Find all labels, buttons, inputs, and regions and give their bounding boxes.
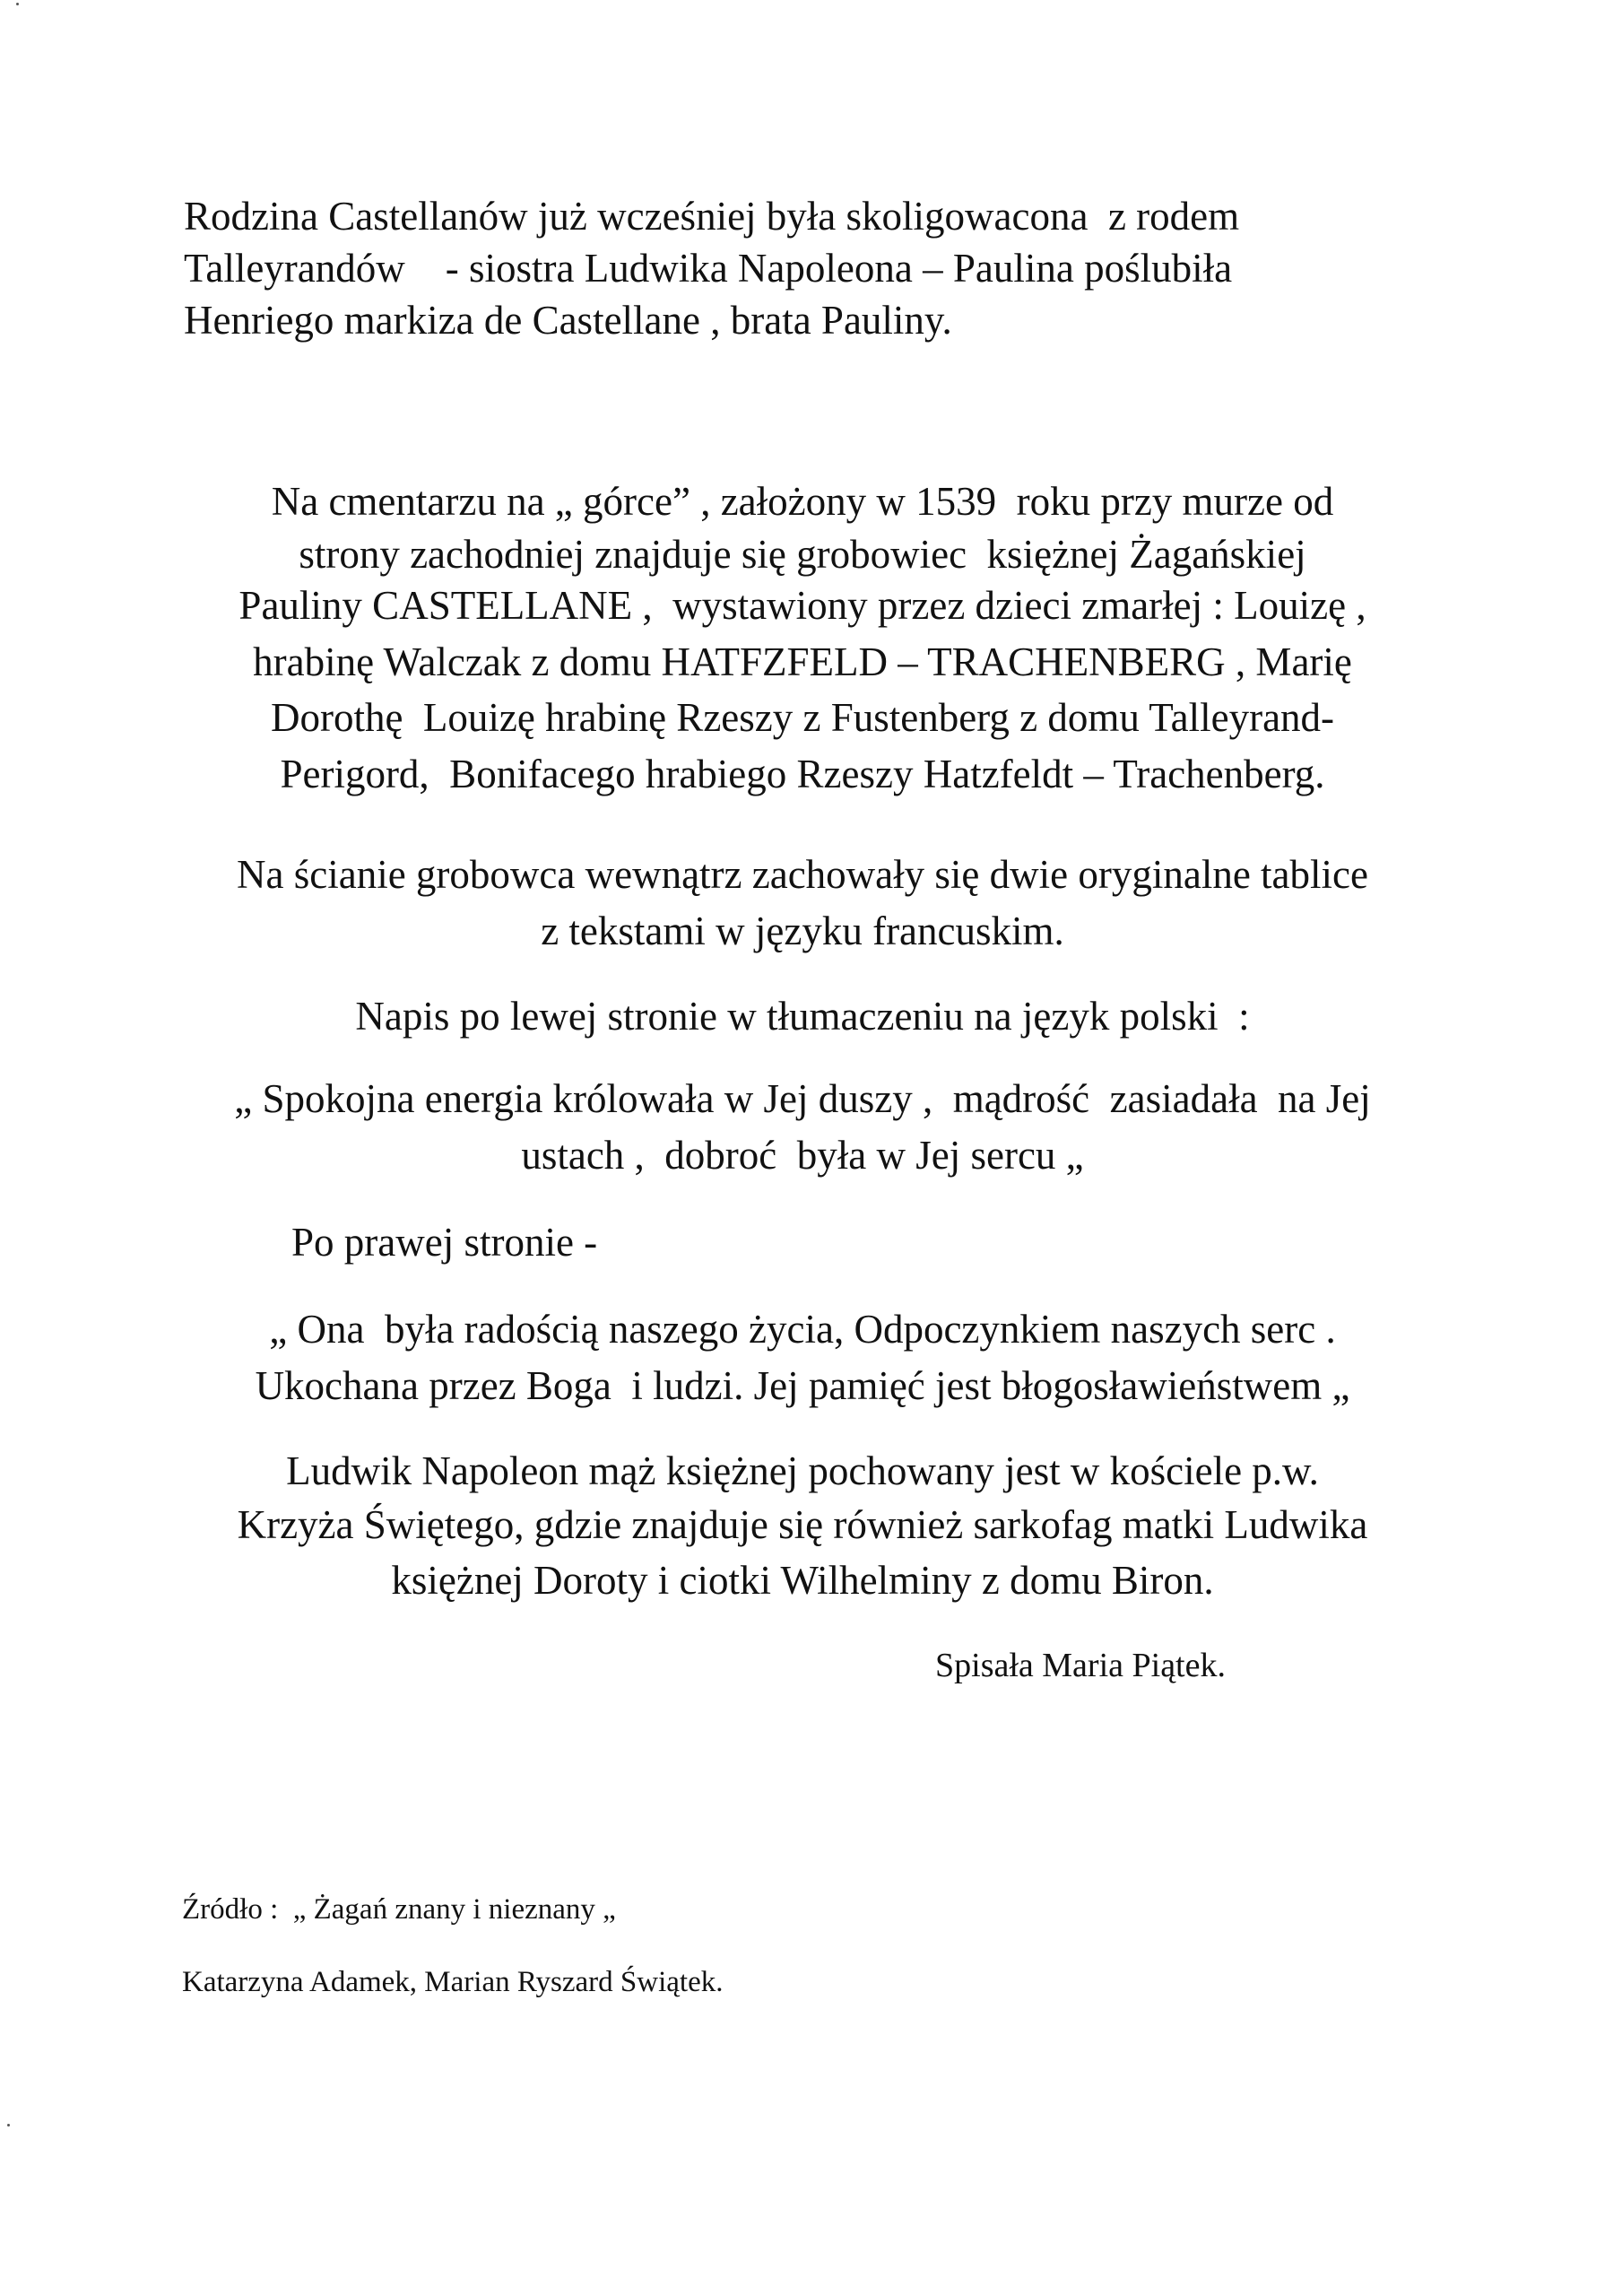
scan-speck — [16, 3, 19, 5]
text-line: ustach , dobroć była w Jej sercu „ — [521, 1133, 1084, 1178]
left-inscription-intro: Napis po lewej stronie w tłumaczeniu na język polski : — [355, 994, 1250, 1039]
text-line: Na cmentarzu na „ górce” , założony w 1539 roku przy murze od — [271, 479, 1334, 524]
text-line: Henriego markiza de Castellane , brata Pauliny. — [184, 298, 952, 343]
text-line: z tekstami w języku francuskim. — [541, 909, 1064, 953]
text-line: Rodzina Castellanów już wcześniej była skoligowacona z rodem — [184, 194, 1240, 239]
text-line: Na ścianie grobowca wewnątrz zachowały się dwie oryginalne tablice — [237, 852, 1368, 897]
text-line: Talleyrandów - siostra Ludwika Napoleona – Paulina poślubiła — [184, 246, 1233, 291]
text-line: Krzyża Świętego, gdzie znajduje się również sarkofag matki Ludwika — [237, 1502, 1368, 1547]
text-line: Ludwik Napoleon mąż księżnej pochowany jest w kościele p.w. — [286, 1448, 1319, 1493]
source-title: Źródło : „ Żagań znany i nieznany „ — [182, 1893, 616, 1926]
text-line: „ Ona była radością naszego życia, Odpoczynkiem naszych serc . — [269, 1307, 1336, 1352]
text-line: Dorothę Louizę hrabinę Rzeszy z Fustenberg z domu Talleyrand- — [270, 695, 1335, 740]
text-line: hrabinę Walczak z domu HATFZFELD – TRACHENBERG , Marię — [253, 639, 1352, 684]
text-line: „ Spokojna energia królowała w Jej duszy , mądrość zasiadała na Jej — [234, 1076, 1371, 1121]
source-authors: Katarzyna Adamek, Marian Ryszard Świątek. — [182, 1966, 724, 1998]
text-line: Pauliny CASTELLANE , wystawiony przez dzieci zmarłej : Louizę , — [239, 583, 1366, 628]
text-line: Perigord, Bonifacego hrabiego Rzeszy Hatzfeldt – Trachenberg. — [280, 752, 1325, 796]
signature: Spisała Maria Piątek. — [935, 1647, 1226, 1684]
text-line: Ukochana przez Boga i ludzi. Jej pamięć jest błogosławieństwem „ — [255, 1363, 1350, 1408]
text-line: księżnej Doroty i ciotki Wilhelminy z domu Biron. — [391, 1558, 1214, 1603]
right-inscription-intro: Po prawej stronie - — [291, 1220, 598, 1265]
scan-speck — [7, 2124, 10, 2126]
text-line: strony zachodniej znajduje się grobowiec księżnej Żagańskiej — [299, 532, 1306, 577]
